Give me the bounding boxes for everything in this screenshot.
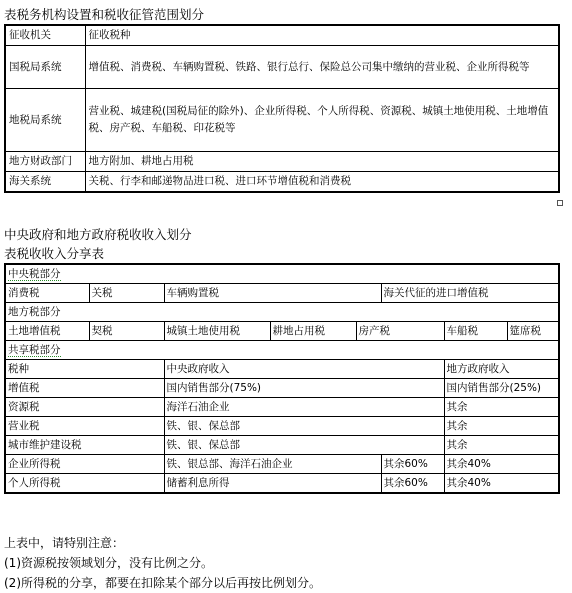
- local-cell: 其余: [444, 417, 559, 436]
- table-row: [5, 455, 559, 474]
- table-cell: 契税: [89, 322, 164, 341]
- tax-types-cell: 增值税、消费税、车辆购置税、铁路、银行总行、保险总公司集中缴纳的营业税、企业所得税等: [85, 46, 559, 89]
- table-row: [5, 322, 559, 341]
- tax-authority-table: [4, 24, 560, 193]
- table-row: [5, 172, 559, 193]
- table-row: [5, 398, 559, 417]
- table-cell: 车辆购置税: [164, 284, 381, 303]
- authority-cell: 海关系统: [5, 172, 85, 193]
- table-resize-handle[interactable]: [557, 200, 563, 206]
- table-row: [5, 341, 559, 360]
- central-cell: 海洋石油企业: [164, 398, 444, 417]
- authority-cell: 国税局系统: [5, 46, 85, 89]
- authority-cell: 地方财政部门: [5, 152, 85, 172]
- tax-types-cell: 营业税、城建税(国税局征的除外)、企业所得税、个人所得税、资源税、城镇土地使用税、土地增值税、房产税、车船税、印花税等: [85, 89, 559, 152]
- section2-title: 中央政府和地方政府税收收入划分: [4, 227, 192, 242]
- note-item: (2)所得税的分享，都要在扣除某个部分以后再按比例划分。: [4, 576, 322, 590]
- tax-cell: 个人所得税: [5, 474, 164, 494]
- central-cell: 铁、银、保总部: [164, 417, 444, 436]
- central-extra-cell: 其余60%: [381, 455, 444, 474]
- authority-cell: 地税局系统: [5, 89, 85, 152]
- local-cell: 其余: [444, 398, 559, 417]
- central-cell: 储蓄利息所得: [164, 474, 381, 494]
- table-header-row: [5, 360, 559, 379]
- table-row: [5, 379, 559, 398]
- local-cell: 国内销售部分(25%): [444, 379, 559, 398]
- header-cell: 税种: [5, 360, 164, 379]
- table-row: [5, 474, 559, 494]
- table-cell: 海关代征的进口增值税: [381, 284, 559, 303]
- tax-cell: 资源税: [5, 398, 164, 417]
- header-cell: 征收税种: [85, 25, 559, 46]
- table-cell: 耕地占用税: [270, 322, 356, 341]
- shared-section-label: 共享税部分: [5, 341, 559, 360]
- tax-cell: 增值税: [5, 379, 164, 398]
- table-cell: 车船税: [444, 322, 507, 341]
- local-cell: 其余40%: [444, 455, 559, 474]
- tax-types-cell: 地方附加、耕地占用税: [85, 152, 559, 172]
- header-cell: 地方政府收入: [444, 360, 559, 379]
- table-cell: 消费税: [5, 284, 89, 303]
- central-extra-cell: 其余60%: [381, 474, 444, 494]
- note-heading: 上表中，请特别注意：: [4, 536, 125, 550]
- central-cell: 铁、银总部、海洋石油企业: [164, 455, 381, 474]
- table-row: [5, 436, 559, 455]
- central-cell: 铁、银、保总部: [164, 436, 444, 455]
- local-cell: 其余: [444, 436, 559, 455]
- tax-types-cell: 关税、行李和邮递物品进口税、进口环节增值税和消费税: [85, 172, 559, 193]
- table-cell: 筵席税: [507, 322, 559, 341]
- tax-cell: 营业税: [5, 417, 164, 436]
- central-section-label: 中央税部分: [5, 264, 559, 284]
- table-row: [5, 89, 559, 152]
- table-row: [5, 284, 559, 303]
- revenue-sharing-table: [4, 263, 560, 494]
- local-section-label: 地方税部分: [5, 303, 559, 322]
- table-cell: 土地增值税: [5, 322, 89, 341]
- table-cell: 城镇土地使用税: [164, 322, 270, 341]
- table-row: [5, 46, 559, 89]
- table-row: [5, 417, 559, 436]
- tax-cell: 企业所得税: [5, 455, 164, 474]
- section1-title: 表税务机构设置和税收征管范围划分: [4, 7, 205, 22]
- section2-subtitle: 表税收收入分享表: [4, 246, 105, 261]
- table-row: [5, 264, 559, 284]
- local-cell: 其余40%: [444, 474, 559, 494]
- table-header-row: [5, 25, 559, 46]
- central-cell: 国内销售部分(75%): [164, 379, 444, 398]
- header-cell: 中央政府收入: [164, 360, 444, 379]
- tax-cell: 城市维护建设税: [5, 436, 164, 455]
- table-cell: 房产税: [356, 322, 444, 341]
- table-row: [5, 303, 559, 322]
- header-cell: 征收机关: [5, 25, 85, 46]
- table-cell: 关税: [89, 284, 164, 303]
- table-row: [5, 152, 559, 172]
- note-item: (1)资源税按领域划分，没有比例之分。: [4, 556, 213, 570]
